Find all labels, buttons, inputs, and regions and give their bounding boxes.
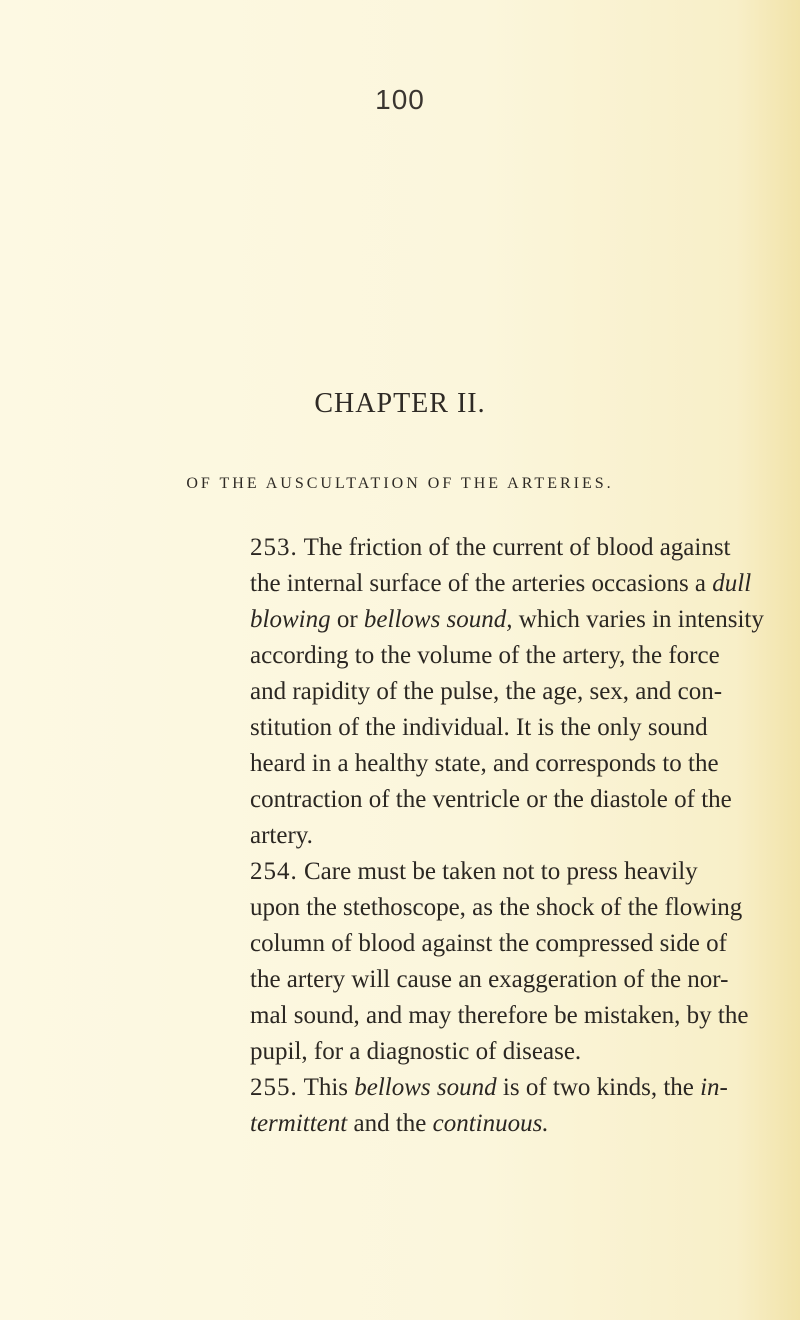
paragraph-number: 255. — [250, 1074, 298, 1101]
paragraph-253-line-8: contraction of the ventricle or the diastole of the — [250, 786, 732, 813]
paragraph-253-line-9: artery. — [250, 822, 313, 849]
paragraph-254-line-6: pupil, for a diagnostic of disease. — [250, 1038, 582, 1065]
paragraph-253-line-5: and rapidity of the pulse, the age, sex, and con- — [250, 678, 723, 705]
paragraph-254-line-5: mal sound, and may therefore be mistaken, by the — [250, 1002, 749, 1029]
paragraph-254-line-3: column of blood against the compressed side of — [250, 930, 727, 957]
paragraph-number: 253. — [250, 534, 298, 561]
paragraph-254-line-1: 254. Care must be taken not to press heavily — [250, 858, 698, 885]
paragraph-255-line-2: termittent and the continuous. — [250, 1110, 549, 1137]
paragraph-253-line-6: stitution of the individual. It is the only sound — [250, 714, 708, 741]
paragraph-254-line-2: upon the stethoscope, as the shock of the flowing — [250, 894, 743, 921]
paragraph-253-line-7: heard in a healthy state, and corresponds to the — [250, 750, 719, 777]
page-number: 100 — [375, 84, 425, 115]
paragraph-254-line-4: the artery will cause an exaggeration of the nor- — [250, 966, 729, 993]
chapter-title: CHAPTER II. — [314, 388, 486, 419]
paragraph-255-line-1: 255. This bellows sound is of two kinds, the in- — [250, 1074, 728, 1101]
paragraph-253-line-4: according to the volume of the artery, the force — [250, 642, 720, 669]
paragraph-253-line-1: 253. The friction of the current of blood against — [250, 534, 731, 561]
paragraph-253-line-3: blowing or bellows sound, which varies in intensity — [250, 606, 764, 633]
paragraph-number: 254. — [250, 858, 298, 885]
section-title: OF THE AUSCULTATION OF THE ARTERIES. — [186, 475, 614, 492]
paragraph-253-line-2: the internal surface of the arteries occasions a dull — [250, 570, 752, 597]
